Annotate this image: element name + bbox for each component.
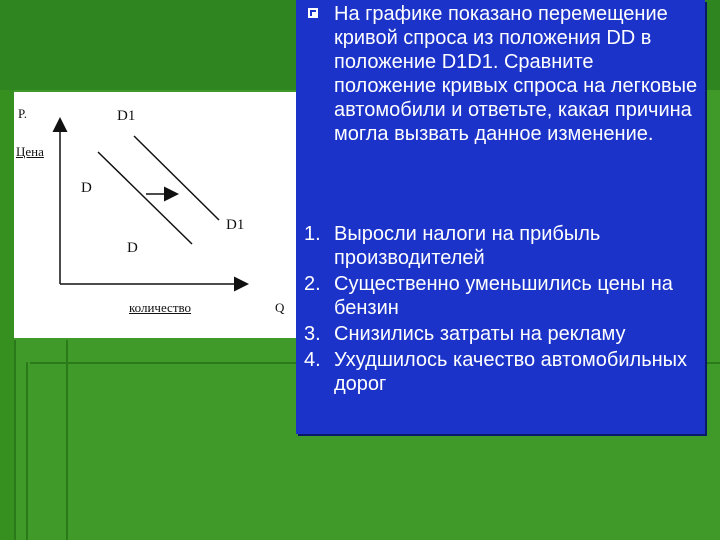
demand-curve-d1 [134, 136, 219, 220]
d-top-label: D [81, 180, 92, 196]
answer-option [304, 272, 699, 320]
p-axis-label: P. [18, 106, 28, 121]
question-text: На графике показано перемещение кривой спроса из положения DD в положение D1D1. Сравните положение кривых спроса на легковые автомобили и ответьте, какая причина могла вызвать данное изменение. [334, 3, 698, 145]
demand-shift-diagram [14, 92, 298, 338]
decorative-line [66, 340, 68, 540]
answer-list [304, 222, 699, 398]
answer-number: 4. [304, 349, 321, 371]
quantity-axis-label: количество [129, 300, 192, 315]
square-bullet-icon [308, 8, 318, 18]
answer-option [304, 222, 699, 270]
d1-bottom-label: D1 [226, 217, 245, 233]
answer-text: Выросли налоги на прибыль производителей [334, 223, 601, 269]
question-panel [296, 0, 705, 434]
decorative-line [26, 362, 28, 540]
answer-number: 2. [304, 273, 321, 295]
answer-text: Существенно уменьшились цены на бензин [334, 273, 673, 319]
q-axis-label: Q [275, 300, 285, 315]
answer-text: Ухудшилось качество автомобильных дорог [334, 349, 688, 395]
d-bottom-label: D [127, 240, 138, 256]
answer-option [304, 322, 699, 346]
background-shade-left [0, 90, 14, 540]
d1-top-label: D1 [117, 108, 136, 124]
price-axis-label: Цена [16, 144, 44, 159]
answer-text: Снизились затраты на рекламу [334, 323, 626, 345]
answer-number: 1. [304, 223, 321, 245]
decorative-line [14, 340, 16, 540]
demand-curve-d [98, 152, 192, 244]
answer-option [304, 348, 699, 396]
answer-number: 3. [304, 323, 321, 345]
